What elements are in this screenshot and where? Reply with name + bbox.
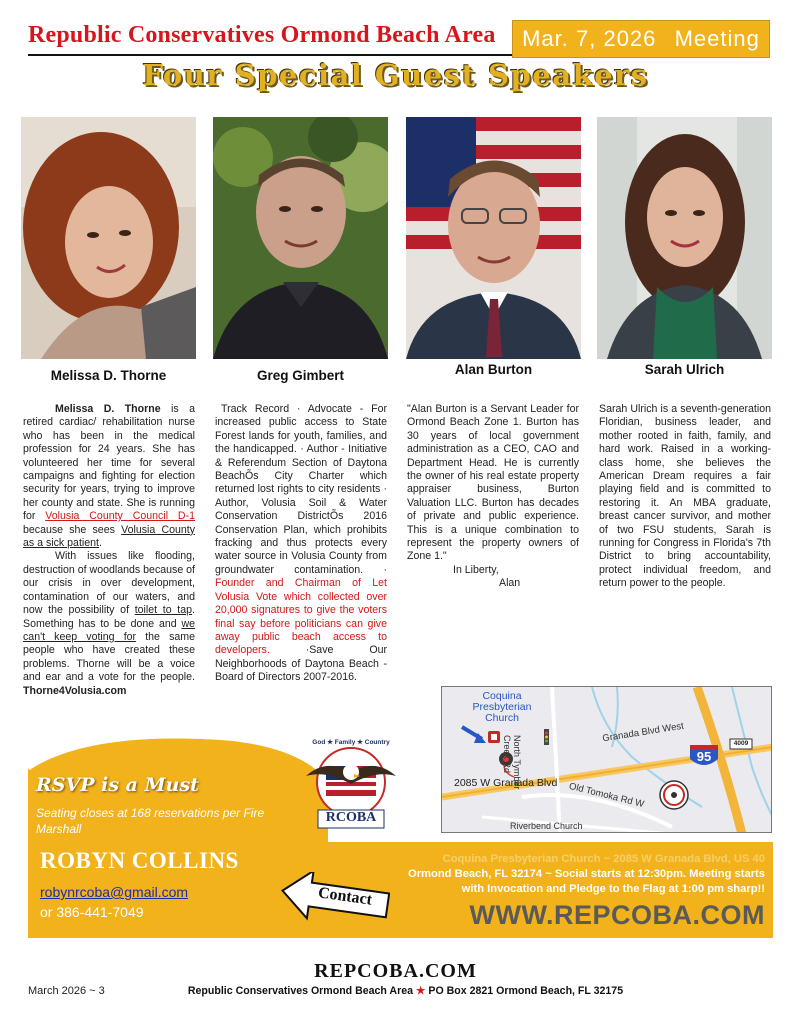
footer-po-box: PO Box 2821 Ormond Beach, FL 32175 — [428, 985, 624, 997]
bio-thorne-paragraph-2 — [23, 550, 195, 697]
bio-thorne-text-6: the same people who have created these problems. Thorne will be a voice and ear and a vote for the people. — [23, 630, 195, 684]
bio-thorne-text-5: . Something has to be done and — [23, 604, 195, 630]
bio-burton-text: "Alan Burton is a Servant Leader for Ormond Beach Zone 1. Burton has 30 years of local government administration as a CEO, CAO and Department Head. He is currently the owner of his real estate property appraiser business, Burton Valuation LLC. Burton has decades of private and public experience. This is a unique combination to represent the property owners of Zone 1." — [407, 403, 579, 563]
map-label-riverbend: Riverbend Church — [510, 821, 583, 831]
event-info — [385, 852, 765, 897]
header-divider — [28, 54, 513, 56]
bio-burton-signoff: In Liberty, — [453, 563, 499, 576]
bio-thorne-text-3: . — [98, 537, 102, 550]
speaker-name-thorne: Melissa D. Thorne — [50, 368, 167, 383]
interstate-95-shield: 95 — [696, 749, 712, 764]
date-box — [512, 20, 770, 58]
page-number: March 2026 ~ 3 — [28, 985, 105, 997]
contact-email-link[interactable]: robynrcoba@gmail.com — [40, 884, 189, 900]
event-address-line-1: Coquina Presbyterian Church ~ 2085 W Granada Blvd, US 40 — [442, 853, 765, 865]
event-address-line-2: Ormond Beach, FL 32174 ~ Social starts at 12:30pm. Meeting starts — [408, 868, 765, 880]
footer-org: Republic Conservatives Ormond Beach Area — [187, 985, 413, 997]
bio-gimbert — [215, 403, 387, 685]
keep-voting-phrase: we can't keep voting for — [23, 617, 195, 643]
speaker-photo-ulrich — [597, 117, 772, 359]
bio-gimbert-text-2: ·Save Our Neighborhoods of Daytona Beach - Board of Directors 2007-2016. — [215, 644, 387, 684]
speaker-name-ulrich: Sarah Ulrich — [644, 362, 725, 377]
speaker-name-gimbert: Greg Gimbert — [256, 368, 345, 383]
map-label-granada-west: Granada Blvd West — [601, 720, 685, 745]
bio-thorne — [23, 403, 195, 698]
sick-patient-phrase: Volusia County as a sick patient — [23, 523, 196, 550]
speaker-photo-gimbert — [213, 117, 388, 359]
speaker-photo-burton — [406, 117, 581, 359]
bio-thorne-text-1: is a retired cardiac/ rehabilitation nurse who has been in the medical profession for 24 years. She has volunteered her time for several campaigns and fighting for election security for years, trying to improve her county and state. She is running for — [23, 403, 195, 523]
footer-address — [0, 985, 791, 997]
contact-arrow — [280, 872, 390, 924]
page-banner: Four Special Guest Speakers — [142, 58, 649, 92]
rcoba-logo-text: RCOBA — [325, 810, 377, 825]
contact-phone: or 386-441-7049 — [40, 904, 144, 920]
org-title: Republic Conservatives Ormond Beach Area — [28, 22, 496, 48]
bio-burton-signature: Alan — [499, 577, 521, 590]
bio-ulrich-text: Sarah Ulrich is a seventh-generation Floridian, business leader, and mother rooted in faith, family, and hard work. Raised in a working-class home, she believes the American Dream requires a fair playing field and is committed to restoring it. An MBA graduate, breast cancer survivor, and mother of two FSU students, Sarah is running for Congress in Florida's 7th District to bring accountability, protect individual freedom, and return power to the people. — [599, 403, 771, 590]
meeting-label: Meeting — [674, 26, 760, 51]
map-label-church: Coquina Presbyterian Church — [472, 690, 532, 724]
speaker-name-burton: Alan Burton — [454, 362, 533, 377]
bio-gimbert-highlight: Founder and Chairman of Let Volusia Vote which collected over 20,000 signatures to give the voters final say before politicians can give away public beach access to developers. — [215, 577, 387, 657]
contact-arrow-label: Contact — [317, 884, 374, 909]
map-label-granada: 2085 W Granada Blvd — [454, 777, 558, 789]
location-map[interactable] — [441, 686, 772, 833]
event-address-line-3: with Invocation and Pledge to the Flag at 1:00 pm sharp!! — [461, 883, 765, 895]
bio-gimbert-text-1: Track Record · Advocate - For increased public access to State Forest lands for youth, families, and the handicapped. · Author - Initiative & Referendum Section of Daytona BeachÕs City Charter which returned lost rights to city residents · Author, Volusia Soil & Water Conservation DistrictÕs 2016 Conservation Plan, which prohibits fracking and thus protects every water source in Volusia County from groundwater contamination. · — [215, 403, 387, 576]
rsvp-title: RSVP is a Must — [36, 774, 199, 796]
bio-thorne-paragraph-1 — [23, 403, 195, 550]
website-link[interactable]: WWW.REPCOBA.COM — [469, 900, 765, 930]
speaker-photo-thorne — [21, 117, 196, 359]
footer-website[interactable]: REPCOBA.COM — [314, 960, 477, 982]
star-icon: ★ — [415, 985, 426, 997]
bio-thorne-text-4: With issues like flooding, destruction of woodlands because of our crisis in over development, contamination of our waters, and now the possibility of — [23, 550, 195, 617]
bio-thorne-name: Melissa D. Thorne — [55, 403, 161, 415]
meeting-date: Mar. 7, 2026 — [522, 26, 657, 51]
route-4009-sign: 4009 — [733, 740, 749, 747]
map-label-tymber: North Tymber Creek Rd — [502, 735, 522, 790]
thorne-website-link[interactable]: Thorne4Volusia.com — [23, 684, 127, 697]
toilet-to-tap-phrase: toilet to tap — [134, 604, 193, 617]
bio-thorne-text-2: because she sees — [23, 523, 122, 536]
map-label-old-tomoka: Old Tomoka Rd W — [567, 780, 646, 811]
council-district-link[interactable]: Volusia County Council D-1 — [45, 510, 195, 523]
rsvp-seating-note: Seating closes at 168 reservations per Fire Marshall — [36, 806, 265, 836]
bio-ulrich — [599, 403, 771, 591]
bio-burton — [407, 403, 579, 591]
rcoba-logo — [296, 736, 406, 836]
rcoba-logo-motto: God ★ Family ★ Country — [312, 739, 390, 746]
contact-name: ROBYN COLLINS — [40, 848, 239, 873]
